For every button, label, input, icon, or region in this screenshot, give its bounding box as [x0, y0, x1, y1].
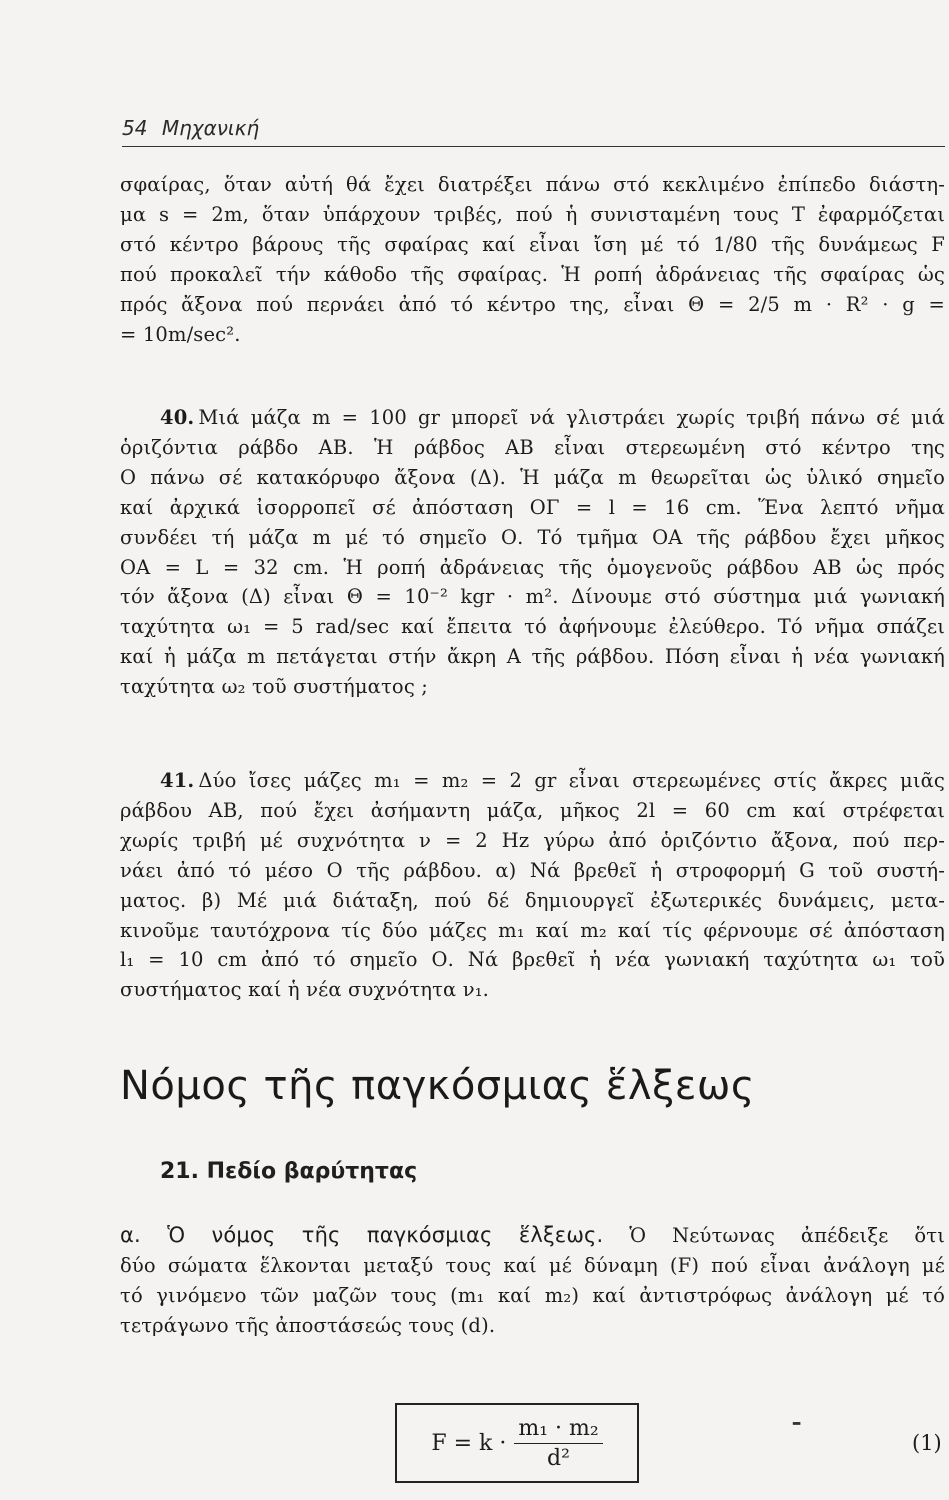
formula-denominator: d²: [547, 1445, 570, 1471]
problem-40: [120, 403, 945, 702]
text-line: συνδέει τή μάζα m μέ τό σημεῖο Ο. Τό τμῆμα ΟΑ τῆς ράβδου ἔχει μῆκος: [120, 525, 945, 549]
bleed-through-mark: ⁃: [790, 1410, 803, 1440]
text-line: σφαίρας, ὅταν αὐτή θά ἔχει διατρέξει πάνω στό κεκλιμένο ἐπίπεδο διάστη-: [120, 173, 945, 196]
text-line: τό γινόμενο τῶν μαζῶν τους (m₁ καί m₂) καί ἀντιστρόφως ἀνάλογη μέ τό: [120, 1283, 945, 1307]
text-line: ὁριζόντια ράβδο ΑΒ. Ἡ ράβδος ΑΒ εἶναι στερεωμένη στό κέντρο της: [120, 435, 945, 459]
text-line: δύο σώματα ἕλκονται μεταξύ τους καί μέ δύναμη (F) πού εἶναι ἀνάλογη μέ: [120, 1253, 945, 1277]
text-line: συστήματος καί ἡ νέα συχνότητα ν₁.: [120, 978, 490, 1002]
text-line: καί ἡ μάζα m πετάγεται στήν ἄκρη Α τῆς ράβδου. Πόση εἶναι ἡ νέα γωνιακή: [120, 645, 945, 669]
text-line: ματος. β) Μέ μιά διάταξη, πού δέ δημιουργεῖ ἐξωτερικές δυνάμεις, μετα-: [120, 888, 945, 912]
text-line: ταχύτητα ω₁ = 5 rad/sec καί ἔπειτα τό ἀφήνουμε ἐλεύθερο. Τό νῆμα σπάζει: [120, 615, 945, 639]
section-title: Νόμος τῆς παγκόσμιας ἕλξεως: [120, 1063, 755, 1109]
text-line: πού προκαλεῖ τήν κάθοδο τῆς σφαίρας. Ἡ ροπή ἀδράνειας τῆς σφαίρας ὡς: [120, 262, 945, 286]
text-line: Δύο ἴσες μάζες m₁ = m₂ = 2 gr εἶναι στερεωμένες στίς ἄκρες μιᾶς: [198, 769, 945, 792]
text-line: καί ἀρχικά ἰσορροπεῖ σέ ἀπόσταση ΟΓ = l = 16 cm. Ἕνα λεπτό νῆμα: [120, 495, 945, 519]
subsection-title: 21. Πεδίο βαρύτητας: [160, 1159, 418, 1184]
problem-number: 40.: [160, 406, 195, 429]
text-line: Ὁ Νεύτωνας ἀπέδειξε ὅτι: [629, 1224, 946, 1247]
text-line: τετράγωνο τῆς ἀποστάσεώς τους (d).: [120, 1313, 496, 1337]
running-title: Μηχανική: [161, 116, 260, 140]
formula-box: [395, 1403, 639, 1483]
equation-number: (1): [912, 1431, 942, 1455]
intro-paragraph: [120, 170, 945, 349]
page-number: 54: [122, 116, 148, 140]
text-line: νάει ἀπό τό μέσο Ο τῆς ράβδου. α) Νά βρεθεῖ ἡ στροφορμή G τοῦ συστή-: [120, 858, 945, 882]
text-line: ταχύτητα ω₂ τοῦ συστήματος ;: [120, 675, 428, 699]
formula-lhs: F = k ·: [431, 1430, 507, 1456]
page-header: [122, 116, 945, 147]
text-line: πρός ἄξονα πού περνάει ἀπό τό κέντρο της, εἶναι Θ = 2/5 m · R² · g =: [120, 292, 945, 316]
text-line: στό κέντρο βάρους τῆς σφαίρας καί εἶναι ἴση μέ τό 1/80 τῆς δυνάμεως F: [120, 232, 945, 256]
text-line: ράβδου ΑΒ, πού ἔχει ἀσήμαντη μάζα, μῆκος 2l = 60 cm καί στρέφεται: [120, 798, 945, 822]
text-line: τόν ἄξονα (Δ) εἶναι Θ = 10⁻² kgr · m². Δίνουμε στό σύστημα μιά γωνιακή: [120, 585, 945, 609]
problem-41: [120, 766, 945, 1005]
text-line: = 10m/sec².: [120, 322, 241, 346]
problem-number: 41.: [160, 769, 195, 792]
text-line: μα s = 2m, ὅταν ὑπάρχουν τριβές, πού ἡ συνισταμένη τους T ἐφαρμόζεται: [120, 202, 945, 226]
text-line: Ο πάνω σέ κατακόρυφο ἄξονα (Δ). Ἡ μάζα m θεωρεῖται ὡς ὑλικό σημεῖο: [120, 465, 945, 489]
text-line: χωρίς τριβή μέ συχνότητα ν = 2 Hz γύρω ἀπό ὁριζόντιο ἄξονα, πού περ-: [120, 828, 945, 852]
law-lead: α. Ὁ νόμος τῆς παγκόσμιας ἕλξεως.: [120, 1223, 604, 1247]
text-line: l₁ = 10 cm ἀπό τό σημεῖο Ο. Νά βρεθεῖ ἡ νέα γωνιακή ταχύτητα ω₁ τοῦ: [120, 948, 945, 972]
formula-fraction: [514, 1416, 602, 1471]
text-line: κινοῦμε ταυτόχρονα τίς δύο μάζες m₁ καί m₂ καί τίς φέρνουμε σέ ἀπόσταση: [120, 918, 945, 942]
text-line: ΟΑ = L = 32 cm. Ἡ ροπή ἀδράνειας τῆς ὁμογενοῦς ράβδου ΑΒ ὡς πρός: [120, 555, 945, 579]
law-paragraph: [120, 1221, 945, 1341]
text-line: Μιά μάζα m = 100 gr μπορεῖ νά γλιστράει χωρίς τριβή πάνω σέ μιά: [198, 406, 945, 429]
formula-numerator: m₁ · m₂: [514, 1416, 602, 1444]
